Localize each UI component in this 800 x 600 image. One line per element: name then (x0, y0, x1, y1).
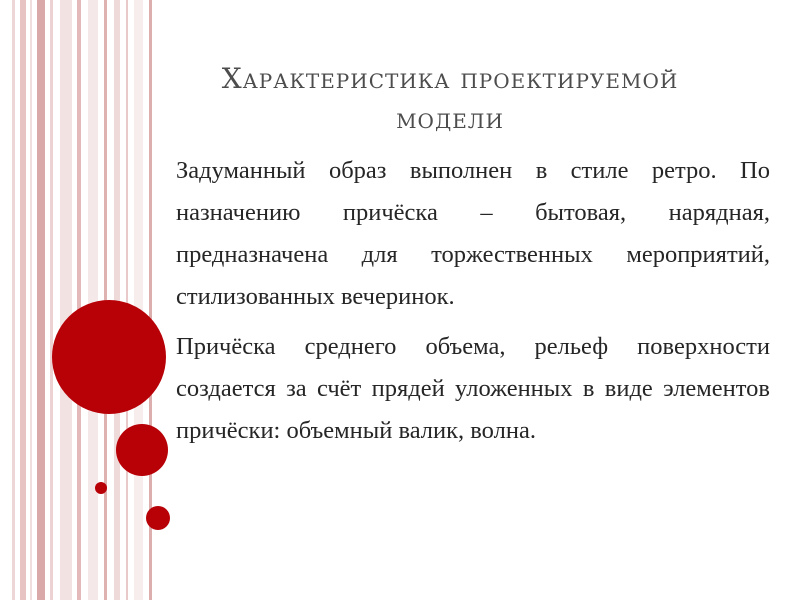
decor-circle-tiny (95, 482, 107, 494)
decor-stripe (88, 0, 98, 600)
decor-circle-large (52, 300, 166, 414)
slide-title-line2: модели (396, 101, 504, 135)
slide-title-line1: Характеристика проектируемой (221, 61, 679, 95)
slide-body (176, 150, 770, 460)
decor-stripe (126, 0, 128, 600)
decor-circle-medium (116, 424, 168, 476)
decor-stripe (12, 0, 15, 600)
decor-stripe (134, 0, 143, 600)
decor-stripe (20, 0, 26, 600)
body-paragraph: Причёска среднего объема, рельеф поверхности создается за счёт прядей уложенных в виде элементов причёски: объемный валик, волна. (176, 333, 770, 444)
decor-stripe (77, 0, 81, 600)
decor-stripe (60, 0, 72, 600)
decor-circle-small (146, 506, 170, 530)
decor-stripe (30, 0, 32, 600)
slide-title (150, 59, 750, 139)
decor-stripe (37, 0, 45, 600)
decor-stripe (50, 0, 53, 600)
body-paragraph: Задуманный образ выполнен в стиле ретро. По назначению причёска – бытовая, нарядная, предназначена для торжественных мероприятий, стилизованных вечеринок. (176, 157, 770, 310)
